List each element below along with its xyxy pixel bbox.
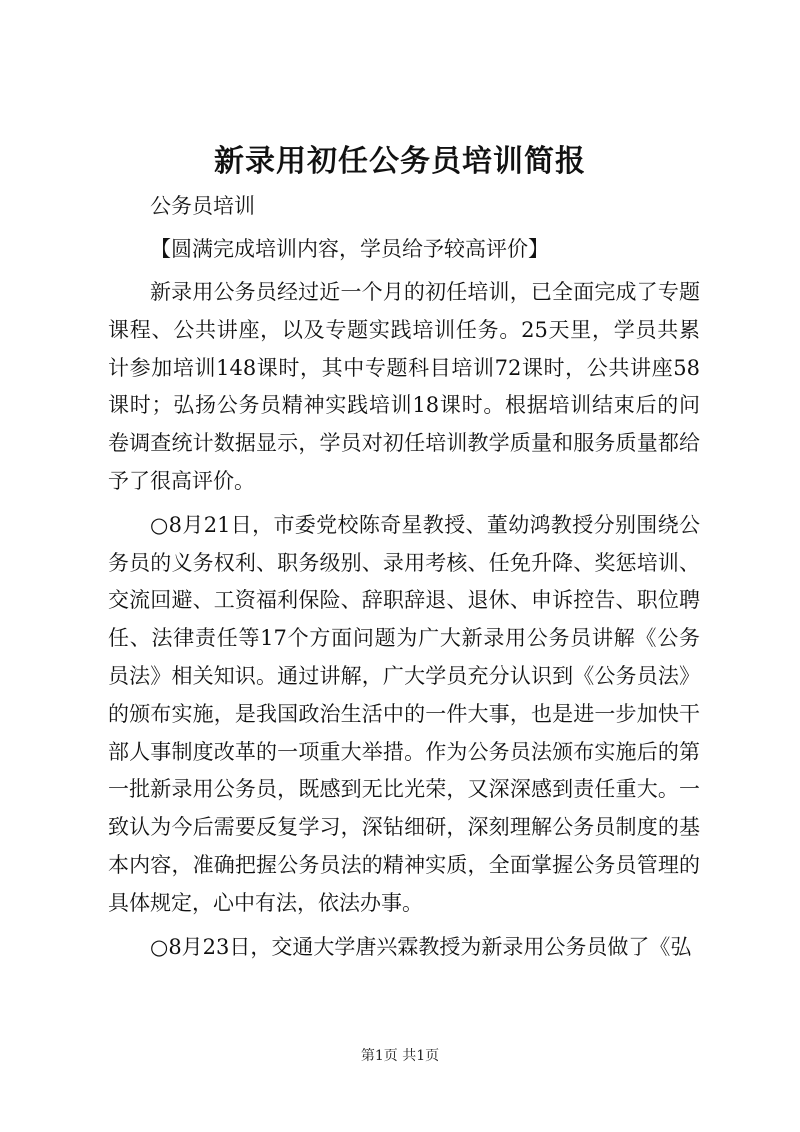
document-subtitle: 公务员培训 [150,194,255,218]
document-title: 新录用初任公务员培训简报 [214,144,586,179]
paragraph: ○8月23日，交通大学唐兴霖教授为新录用公务员做了《弘 [150,934,692,959]
paragraph: 新录用公务员经过近一个月的初任培训，已全面完成了专题课程、公共讲座，以及专题实践培训任务。25天里，学员共累计参加培训148课时，其中专题科目培训72课时，公共讲座58课时；弘扬公务员精神实践培训18课时。根据培训结束后的问卷调查统计数据显示，学员对初任培训教学质量和服务质量都给予了很高评价。 [108,280,700,493]
document-headline: 【圆满完成培训内容，学员给予较高评价】 [150,237,549,261]
document-body [108,188,700,966]
paragraph: ○8月21日，市委党校陈奇星教授、董幼鸿教授分别围绕公务员的义务权利、职务级别、录用考核、任免升降、奖惩培训、交流回避、工资福利保险、辞职辞退、退休、申诉控告、职位聘任、法律责任等17个方面问题为广大新录用公务员讲解《公务员法》相关知识。通过讲解，广大学员充分认识到《公务员法》的颁布实施，是我国政治生活中的一件大事，也是进一步加快干部人事制度改革的一项重大举措。作为公务员法颁布实施后的第一批新录用公务员，既感到无比光荣，又深深感到责任重大。一致认为今后需要反复学习，深钻细研，深刻理解公务员制度的基本内容，准确把握公务员法的精神实质，全面掌握公务员管理的具体规定，心中有法，依法办事。 [108,512,700,915]
page-number-footer: 第1页 共1页 [360,1048,440,1064]
